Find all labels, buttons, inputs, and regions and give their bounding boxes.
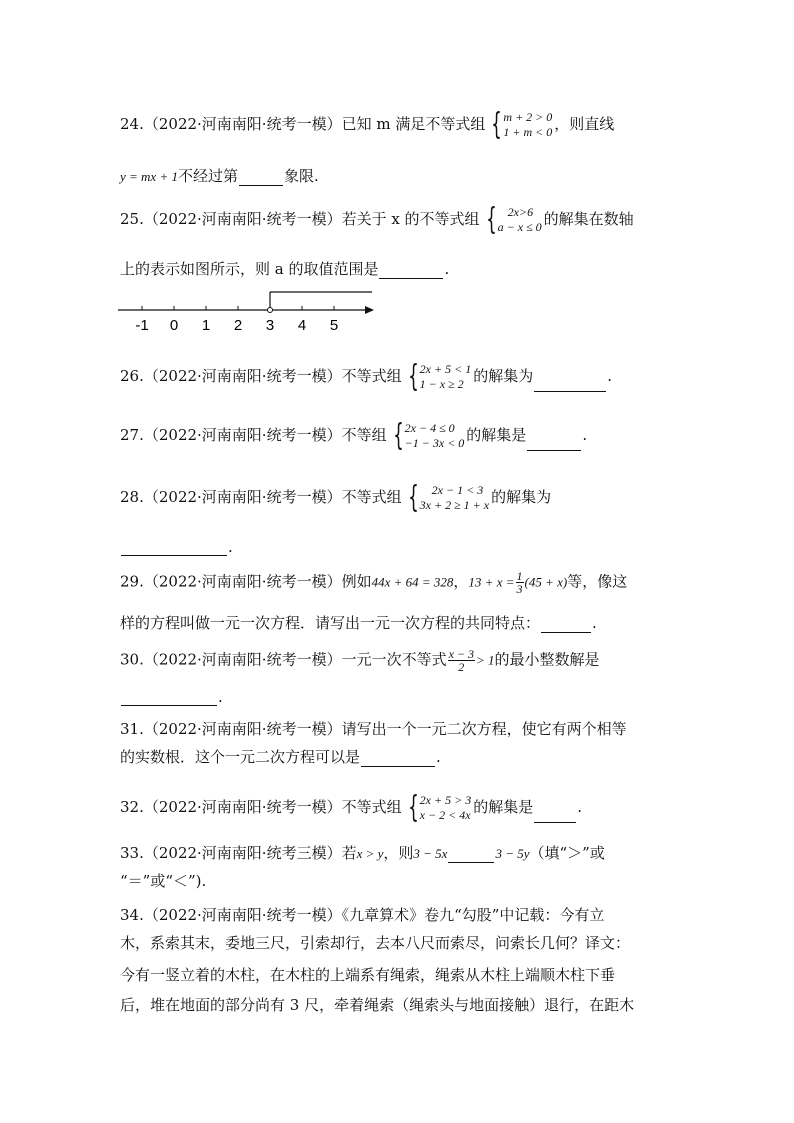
q29-fraction: $\frac{1}{3}$	[516, 569, 523, 596]
question-30-line-2: .	[120, 688, 223, 706]
question-31-line-1: 31.（2022·河南南阳·统考一模）请写出一个一元二次方程，使它有两个相等	[120, 720, 627, 738]
question-29-line-1: 29.（2022·河南南阳·统考一模）例如44x + 64 = 328，13 + x = $\frac{1}{3}$ (45 + x)等，像这	[120, 569, 628, 596]
q33-left-expr: 3 − 5x	[413, 846, 448, 861]
q24-line-equation: y = mx + 1	[120, 169, 178, 184]
question-34-line-4: 后，堆在地面的部分尚有 3 尺，牵着绳索（绳索头与地面接触）退行，在距木	[120, 996, 635, 1014]
q32-answer-blank	[534, 821, 576, 823]
question-24-line-1	[120, 107, 615, 142]
q29-equation-2-left: 13 + x =	[468, 574, 515, 590]
question-33-line-1: 33.（2022·河南南阳·统考三模）若x > y，则3 − 5x 3 − 5y（填“＞”或	[120, 844, 605, 862]
question-32: 32.（2022·河南南阳·统考一模）不等式组 { 2x + 5 > 3 x − 2 < 4x 的解集是 .	[120, 790, 582, 825]
q26-answer-blank	[534, 390, 606, 392]
q29-answer-blank	[541, 631, 591, 633]
number-line-label: 5	[329, 317, 339, 334]
q26-inequality-system: { 2x + 5 < 1 1 − x ≥ 2	[407, 359, 472, 394]
question-26: 26.（2022·河南南阳·统考一模）不等式组 { 2x + 5 < 1 1 − x ≥ 2 的解集为 .	[120, 359, 612, 394]
q33-condition: x > y	[356, 846, 384, 861]
q27-inequality-system: { 2x − 4 ≤ 0 −1 − 3x < 0	[392, 418, 465, 453]
number-line-label: 3	[265, 317, 275, 334]
q24-answer-blank	[239, 184, 283, 186]
question-34-line-1: 34.（2022·河南南阳·统考一模）《九章算术》卷九“勾股”中记载：今有立	[120, 906, 605, 924]
open-endpoint	[268, 308, 273, 313]
number-line-label: 1	[201, 317, 211, 334]
question-25-line-1: 25.（2022·河南南阳·统考一模）若关于 x 的不等式组 { 2x>6 a − x ≤ 0 的解集在数轴	[120, 202, 634, 237]
number-line-arrow	[365, 306, 374, 314]
q29-equation-2-right: (45 + x)	[524, 574, 568, 590]
number-line-label: 4	[297, 317, 307, 334]
question-34-line-3: 今有一竖立着的木柱，在木柱的上端系有绳索，绳索从木柱上端顺木柱下垂	[120, 966, 616, 984]
q27-answer-blank	[527, 449, 581, 451]
number-line-label: 0	[169, 317, 179, 334]
q24-inequality-system: { m + 2 > 0 1 + m < 0	[491, 107, 553, 142]
question-24-line-2: y = mx + 1不经过第 象限.	[120, 167, 319, 185]
q28-inequality-system: { 2x − 1 < 3 3x + 2 ≥ 1 + x	[407, 480, 490, 515]
question-33-line-2: “＝”或“＜”).	[120, 872, 207, 890]
q33-right-expr: 3 − 5y	[495, 846, 530, 861]
number-line-label: 2	[233, 317, 243, 334]
q24-text-b: ，则直线	[554, 115, 615, 133]
q25-number-line	[116, 286, 386, 336]
q32-inequality-system: { 2x + 5 > 3 x − 2 < 4x	[407, 790, 472, 825]
question-34-line-2: 木，系索其末，委地三尺，引索却行，去本八尺而索尽，问索长几何？译文：	[120, 934, 631, 952]
q31-answer-blank	[361, 765, 435, 767]
question-30-line-1: 30.（2022·河南南阳·统考一模）一元一次不等式 $\frac{x - 3}{2}$ > 1的最小整数解是	[120, 647, 600, 674]
q25-inequality-system: { 2x>6 a − x ≤ 0	[485, 202, 542, 237]
question-31-line-2: 的实数根．这个一元二次方程可以是 .	[120, 748, 441, 766]
q24-text-a: 24.（2022·河南南阳·统考一模）已知 m 满足不等式组	[120, 115, 486, 133]
question-25-line-2: 上的表示如图所示，则 a 的取值范围是 .	[120, 260, 450, 278]
question-27: 27.（2022·河南南阳·统考一模）不等组 { 2x − 4 ≤ 0 −1 − 3x < 0 的解集是 .	[120, 418, 588, 453]
question-28-line-1: 28.（2022·河南南阳·统考一模）不等式组 { 2x − 1 < 3 3x + 2 ≥ 1 + x 的解集为	[120, 480, 552, 515]
q29-equation-1: 44x + 64 = 328	[371, 574, 454, 590]
question-28-line-2: .	[120, 538, 233, 556]
q30-fraction: $\frac{x - 3}{2}$	[448, 647, 475, 674]
q33-answer-blank	[448, 861, 494, 863]
q25-answer-blank	[379, 277, 443, 279]
number-line-label: -1	[135, 317, 149, 334]
q30-answer-blank	[121, 704, 217, 706]
question-29-line-2: 样的方程叫做一元一次方程．请写出一元一次方程的共同特点： .	[120, 614, 597, 632]
q28-answer-blank	[121, 554, 227, 556]
